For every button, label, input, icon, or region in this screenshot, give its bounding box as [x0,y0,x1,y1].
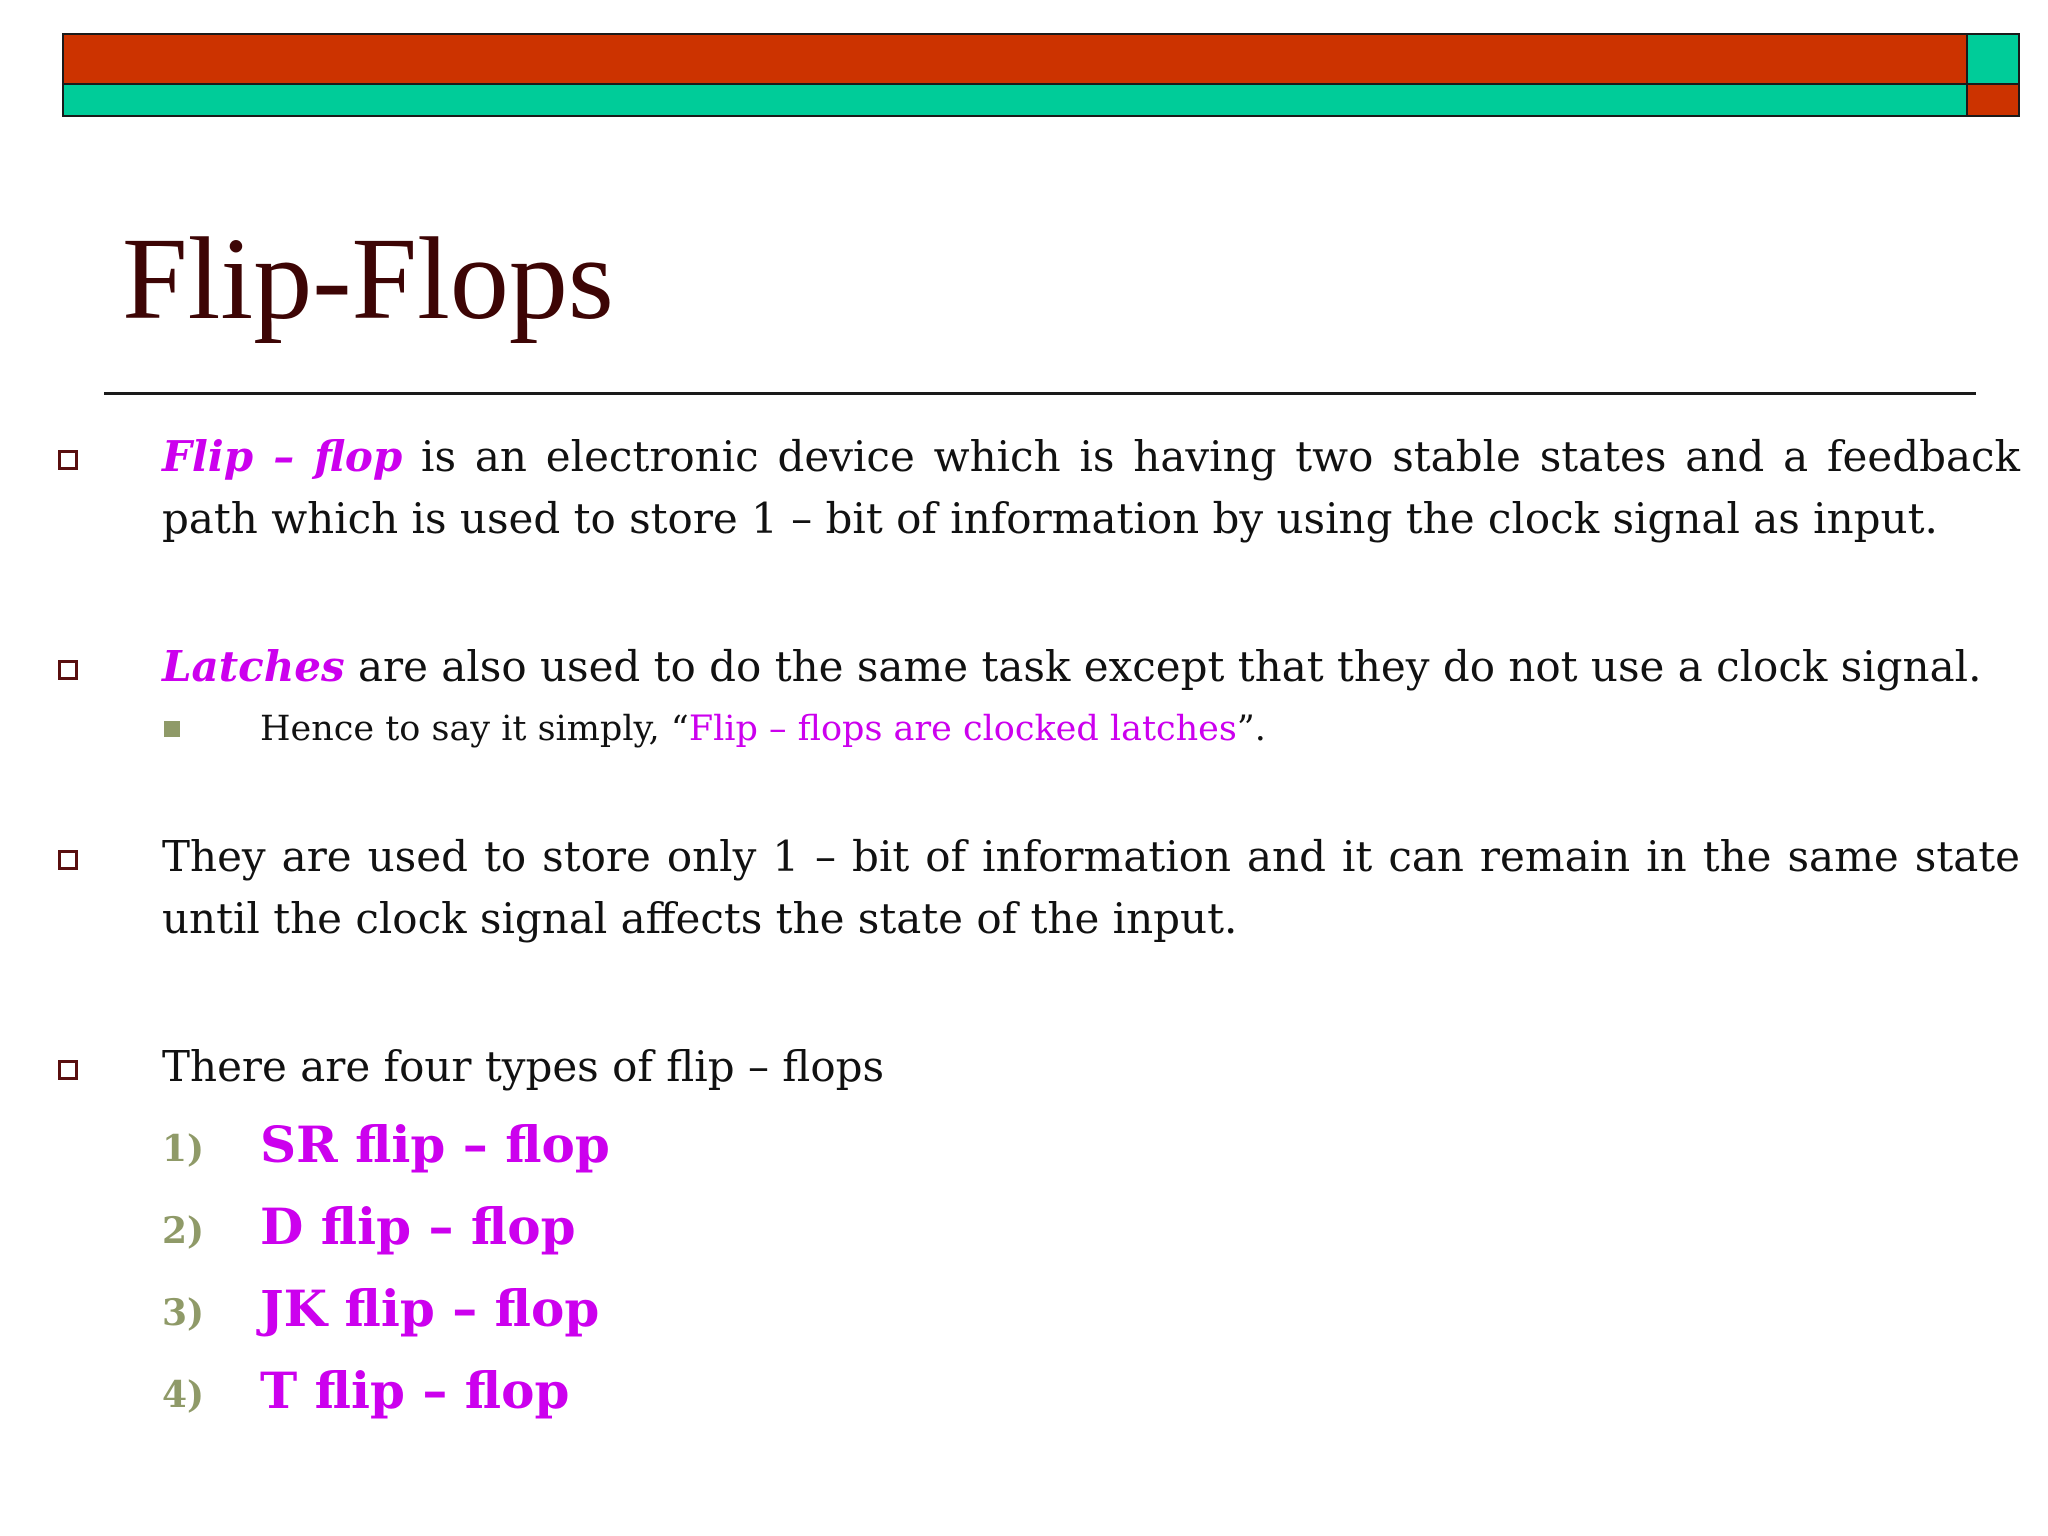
sub-bullet-clocked-latches [260,706,1266,752]
slide-title: Flip-Flops [122,213,614,344]
list-number: 4) [162,1374,205,1416]
bullet-square-icon [58,450,78,470]
title-divider [104,392,1976,395]
sub-bullet-square-icon [164,721,180,737]
term-latches: Latches [162,642,345,691]
bullet-text: is an electronic device which is having two stable states and a feedback path which is used to store 1 – bit of information by using the clock signal as input. [162,432,2020,543]
bullet-square-icon [58,850,78,870]
type-jk-flip-flop: JK flip – flop [260,1279,600,1338]
header-bar-teal [62,83,1968,117]
header-square-teal [1966,33,2020,85]
term-flip-flop: Flip – flop [162,432,403,481]
list-number: 3) [162,1292,205,1334]
sub-prefix: Hence to say it simply, “ [260,709,689,749]
type-sr-flip-flop: SR flip – flop [260,1115,610,1174]
bullet-latches [162,636,2020,698]
bullet-four-types: There are four types of flip – flops [162,1042,885,1091]
type-d-flip-flop: D flip – flop [260,1197,576,1256]
header-bar-red [62,33,1968,85]
sub-quote: Flip – flops are clocked latches [688,709,1237,749]
type-t-flip-flop: T flip – flop [260,1361,570,1420]
bullet-flip-flop-definition [162,426,2020,550]
sub-suffix: ”. [1236,709,1266,749]
header-decoration [62,33,2020,117]
bullet-square-icon [58,1060,78,1080]
bullet-store-one-bit: They are used to store only 1 – bit of information and it can remain in the same state until the clock signal affects the state of the input. [162,832,2020,943]
header-square-red [1966,83,2020,117]
bullet-text: are also used to do the same task except that they do not use a clock signal. [344,642,1982,691]
bullet-square-icon [58,660,78,680]
list-number: 1) [162,1128,205,1170]
list-number: 2) [162,1210,205,1252]
